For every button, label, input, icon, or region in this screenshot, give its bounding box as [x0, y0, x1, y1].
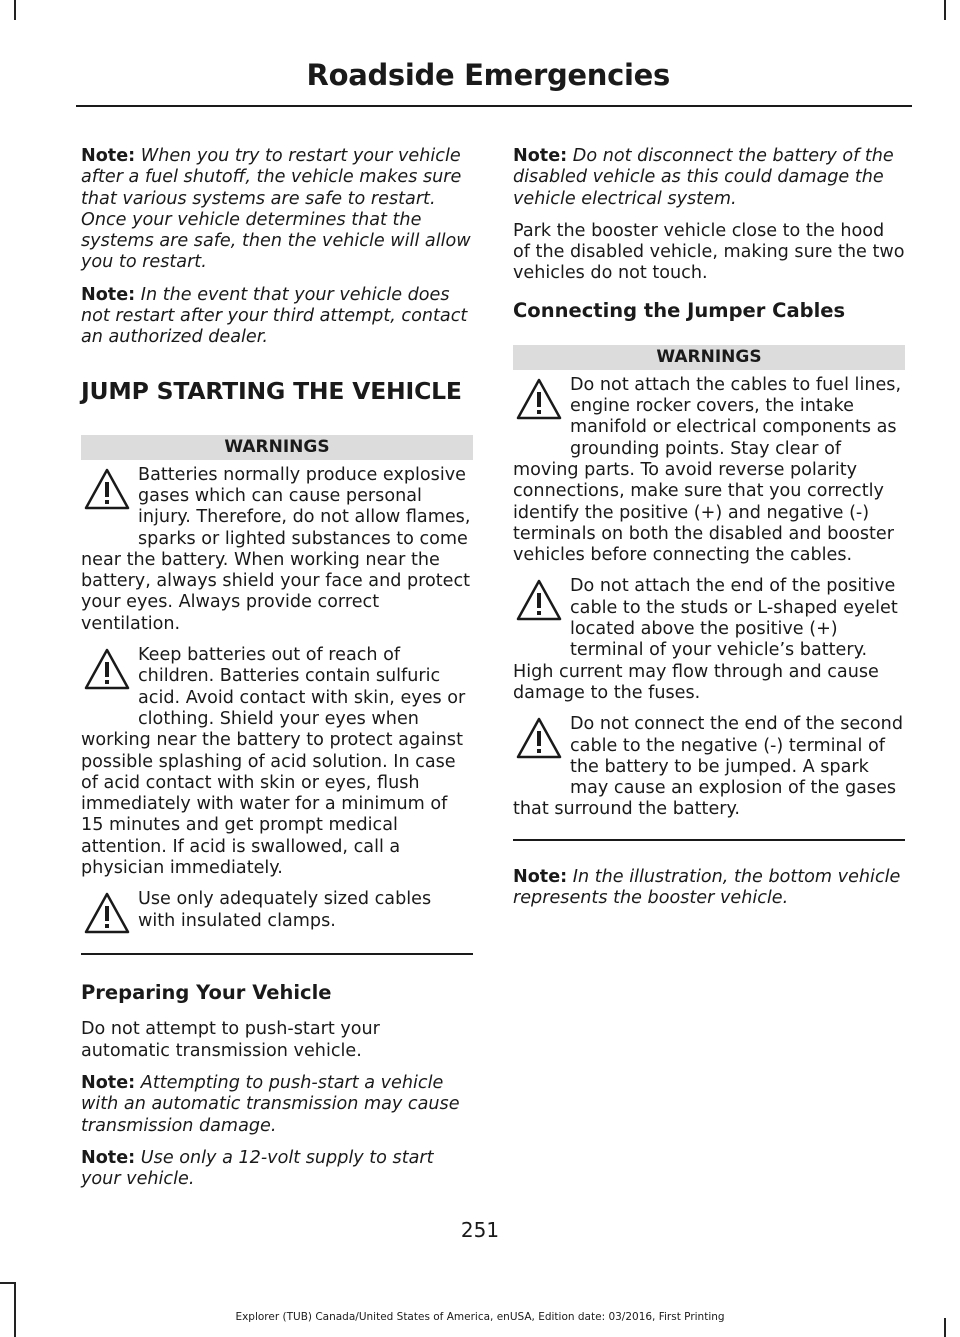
- subsection-title: Preparing Your Vehicle: [81, 981, 332, 1005]
- warning-triangle-icon: [513, 716, 565, 778]
- paragraph: Do not attempt to push-start your automatic transmission vehicle.: [81, 1019, 380, 1061]
- subsection-title: Connecting the Jumper Cables: [513, 298, 846, 322]
- header-rule: [76, 105, 912, 107]
- warning-item: [81, 465, 473, 635]
- page-footer: Explorer (TUB) Canada/United States of America, enUSA, Edition date: 03/2016, First Printing: [235, 1311, 725, 1323]
- left-column: [81, 146, 473, 1201]
- note: Note: In the illustration, the bottom vehicle represents the booster vehicle.: [513, 866, 901, 909]
- warning-item: [513, 576, 905, 704]
- paragraph: Park the booster vehicle close to the hood of the disabled vehicle, making sure the two vehicles do not touch.: [513, 220, 905, 284]
- crop-mark-bottom-left: [14, 1282, 16, 1337]
- warning-item: [513, 714, 905, 820]
- warning-triangle-icon: [513, 578, 565, 640]
- warning-item: [81, 645, 473, 879]
- warning-triangle-icon: [81, 891, 133, 953]
- warning-text: Batteries normally produce explosive gases which can cause personal injury. Therefore, do not allow flames, sparks or lighted substances to come near the battery. When working near the battery, always shield your face and protect your eyes. Always provide correct ventilation.: [81, 464, 471, 634]
- warning-text: Do not attach the cables to fuel lines, engine rocker covers, the intake manifold or electrical components as grounding points. Stay clear of moving parts. To avoid reverse polarity connections, make sure that you correctly identify the positive (+) and negative (-) terminals on both the disabled and booster vehicles before connecting the cables.: [513, 374, 902, 566]
- warning-item: [81, 889, 473, 932]
- note: Note: Do not disconnect the battery of the disabled vehicle as this could damage the vehicle electrical system.: [513, 146, 894, 209]
- crop-mark-top-right: [944, 0, 946, 20]
- warning-text: Do not attach the end of the positive cable to the studs or L-shaped eyelet located above the positive (+) terminal of your vehicle’s battery. High current may flow through and cause damage to the fuses.: [513, 576, 898, 703]
- crop-mark-top-left: [14, 0, 16, 20]
- page-header-title: Roadside Emergencies: [306, 58, 670, 92]
- warnings-end-rule: [81, 953, 473, 955]
- warnings-end-rule: [513, 839, 905, 841]
- warning-text: Use only adequately sized cables with insulated clamps.: [138, 889, 432, 931]
- section-title: JUMP STARTING THE VEHICLE: [81, 376, 462, 405]
- right-column: [513, 146, 905, 920]
- warning-triangle-icon: [513, 377, 565, 439]
- warnings-heading: WARNINGS: [513, 345, 905, 370]
- crop-mark-bottom-left-h: [0, 1282, 16, 1284]
- warning-text: Do not connect the end of the second cable to the negative (-) terminal of the battery to be jumped. A spark may cause an explosion of the gases that surround the battery.: [513, 714, 904, 820]
- warnings-heading: WARNINGS: [81, 435, 473, 460]
- warning-triangle-icon: [81, 647, 133, 709]
- note: Note: Use only a 12-volt supply to start your vehicle.: [81, 1147, 434, 1190]
- warning-triangle-icon: [81, 467, 133, 529]
- page-number: 251: [460, 1218, 500, 1242]
- note: Note: When you try to restart your vehicle after a fuel shutoff, the vehicle makes sure that various systems are safe to restart. Once your vehicle determines that the systems are safe, then the vehicle will allow you to restart.: [81, 146, 471, 273]
- warning-item: [513, 375, 905, 567]
- note: Note: In the event that your vehicle does not restart after your third attempt, contact an authorized dealer.: [81, 284, 468, 348]
- warning-text: Keep batteries out of reach of children. Batteries contain sulfuric acid. Avoid contact with skin, eyes or clothing. Shield your eyes when working near the battery to protect against possible splashing of acid solution. In case of acid contact with skin or eyes, flush immediately with water for a minimum of 15 minutes and get prompt medical attention. If acid is swallowed, call a physician immediately.: [81, 645, 466, 879]
- note: Note: Attempting to push-start a vehicle with an automatic transmission may cause transmission damage.: [81, 1072, 460, 1136]
